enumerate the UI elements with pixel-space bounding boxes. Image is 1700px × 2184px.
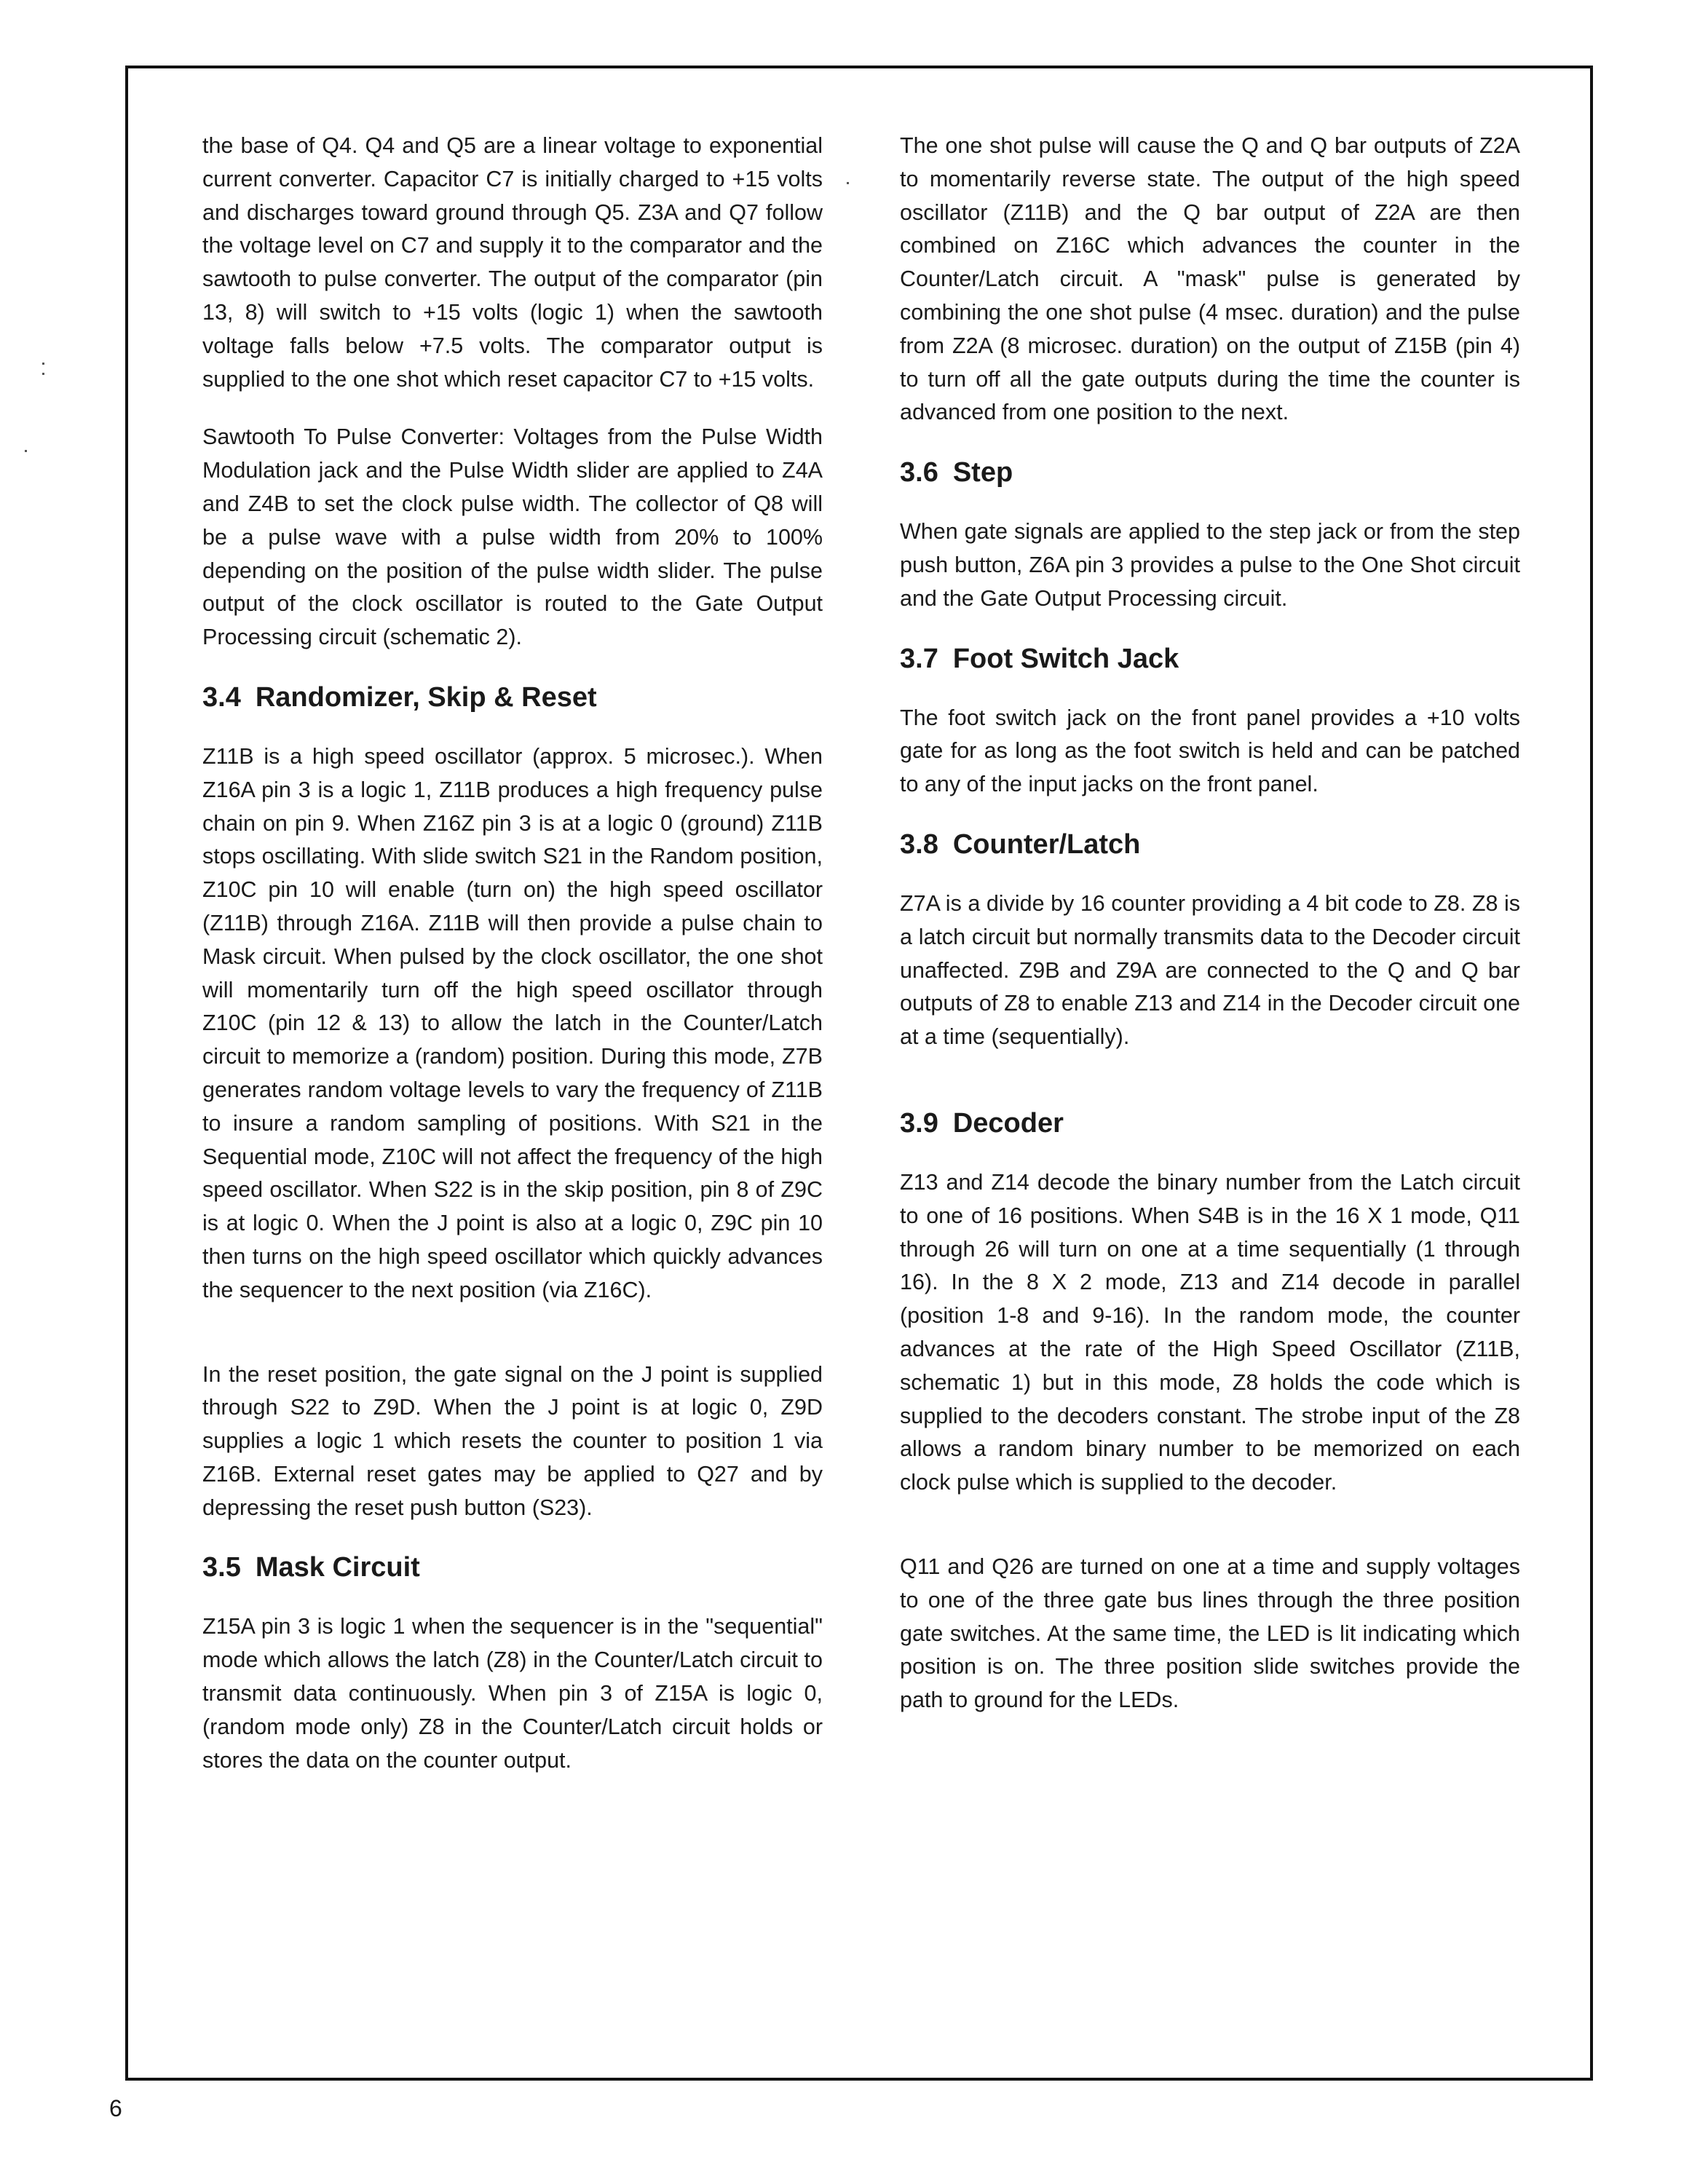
paragraph: Q11 and Q26 are turned on one at a time and supply voltages to one of the three gate bus lines through the three position gate switches. At the same time, the LED is lit indicating which position is on. The three position slide switches provide the path to ground for the LEDs. [900,1554,1520,1713]
scan-mark [42,363,44,365]
section-heading [900,454,1520,491]
section-title: Randomizer, Skip & Reset [255,681,597,713]
section-heading [202,1549,823,1586]
scan-mark [847,182,849,184]
section-number: 3.5 [202,1552,241,1583]
paragraph: Z7A is a divide by 16 counter providing a 4 bit code to Z8. Z8 is a latch circuit but normally transmits data to the Decoder circuit unaffected. Z9B and Z9A are connected to the Q and Q bar outputs of Z8 to enable Z13 and Z14 in the Decoder circuit one at a time (sequentially). [900,890,1520,1050]
paragraph: Z15A pin 3 is logic 1 when the sequencer is in the "sequential" mode which allows the latch (Z8) in the Counter/Latch circuit to transmit data continuously. When pin 3 of Z15A is logic 0, (random mode only) Z8 in the Counter/Latch circuit holds or stores the data on the counter output. [202,1614,823,1773]
section-number: 3.4 [202,681,241,713]
paragraph: Sawtooth To Pulse Converter: Voltages from the Pulse Width Modulation jack and the Pulse Width slider are applied to Z4A and Z4B to set the clock pulse width. The collector of Q8 will be a pulse wave with a pulse width from 20% to 100% depending on the position of the pulse width slider. The pulse output of the clock oscillator is routed to the Gate Output Processing circuit (schematic 2). [202,424,823,650]
section-heading [202,679,823,716]
section-title: Step [952,457,1013,488]
paragraph: Z13 and Z14 decode the binary number from the Latch circuit to one of 16 positions. When S4B is in the 16 X 1 mode, Q11 through 26 will turn on one at a time sequentially (1 through 16). In the 8 X 2 mode, Z13 and Z14 decode in parallel (position 1-8 and 9-16). In the random mode, the counter advances at the rate of the High Speed Oscillator (Z11B, schematic 1) but in this mode, Z8 holds the code which is supplied to the decoders constant. The strobe input of the Z8 allows a random binary number to be memorized on each clock pulse which is supplied to the decoder. [900,1169,1520,1495]
scan-mark [25,450,27,452]
paragraph: Z11B is a high speed oscillator (approx. 5 microsec.). When Z16A pin 3 is a logic 1, Z11B produces a high frequency pulse chain on pin 9. When Z16Z pin 3 is at a logic 0 (ground) Z11B stops oscillating. With slide switch S21 in the Random position, Z10C pin 10 will enable (turn on) the high speed oscillator (Z11B) through Z16A. Z11B will then provide a pulse chain to Mask circuit. When pulsed by the clock oscillator, the one shot will momentarily turn off the high speed oscillator through Z10C (pin 12 & 13) to allow the latch in the Counter/Latch circuit to memorize a (random) position. During this mode, Z7B generates random voltage levels to vary the frequency of Z11B to insure a random sampling of positions. With S21 in the Sequential mode, Z10C will not affect the frequency of the high speed oscillator. When S22 is in the skip position, pin 8 of Z9C is at logic 0. When the J point is also at a logic 0, Z9C pin 10 then turns on the high speed oscillator which quickly advances the sequencer to the next position (via Z16C). [202,743,823,1302]
paragraph: the base of Q4. Q4 and Q5 are a linear voltage to exponential current converter. Capacitor C7 is initially charged to +15 volts and discharges toward ground through Q5. Z3A and Q7 follow the voltage level on C7 and supply it to the comparator and the sawtooth to pulse converter. The output of the comparator (pin 13, 8) will switch to +15 volts (logic 1) when the sawtooth voltage falls below +7.5 volts. The comparator output is supplied to the one shot which reset capacitor C7 to +15 volts. [202,133,823,392]
spacer [202,1332,823,1358]
section-title: Decoder [952,1107,1064,1139]
spacer [900,1079,1520,1105]
section-title: Counter/Latch [952,828,1141,860]
right-column [900,130,1520,1742]
section-number: 3.6 [900,457,938,488]
section-title: Foot Switch Jack [952,643,1179,674]
section-heading [900,1105,1520,1142]
section-number: 3.8 [900,828,938,860]
left-column [202,130,823,1802]
paragraph: In the reset position, the gate signal on the J point is supplied through S22 to Z9D. When the J point is at logic 0, Z9D supplies a logic 1 which resets the counter to position 1 via Z16B. External reset gates may be applied to Q27 and by depressing the reset push button (S23). [202,1361,823,1520]
paragraph: The one shot pulse will cause the Q and Q bar outputs of Z2A to momentarily reverse state. The output of the high speed oscillator (Z11B) and the Q bar output of Z2A are then combined on Z16C which advances the counter in the Counter/Latch circuit. A "mask" pulse is generated by combining the one shot pulse (4 msec. duration) and the pulse from Z2A (8 microsec. duration) on the output of Z15B (pin 4) to turn off all the gate outputs during the time the counter is advanced from one position to the next. [900,133,1520,425]
section-number: 3.7 [900,643,938,674]
section-number: 3.9 [900,1107,938,1139]
page-number: 6 [109,2095,122,2121]
scan-mark [42,373,44,375]
paragraph: The foot switch jack on the front panel provides a +10 volts gate for as long as the foot switch is held and can be patched to any of the input jacks on the front panel. [900,705,1520,797]
section-title: Mask Circuit [255,1552,420,1583]
section-heading [900,641,1520,677]
paragraph: When gate signals are applied to the step jack or from the step push button, Z6A pin 3 provides a pulse to the One Shot circuit and the Gate Output Processing circuit. [900,519,1520,611]
spacer [900,1524,1520,1551]
section-heading [900,826,1520,863]
